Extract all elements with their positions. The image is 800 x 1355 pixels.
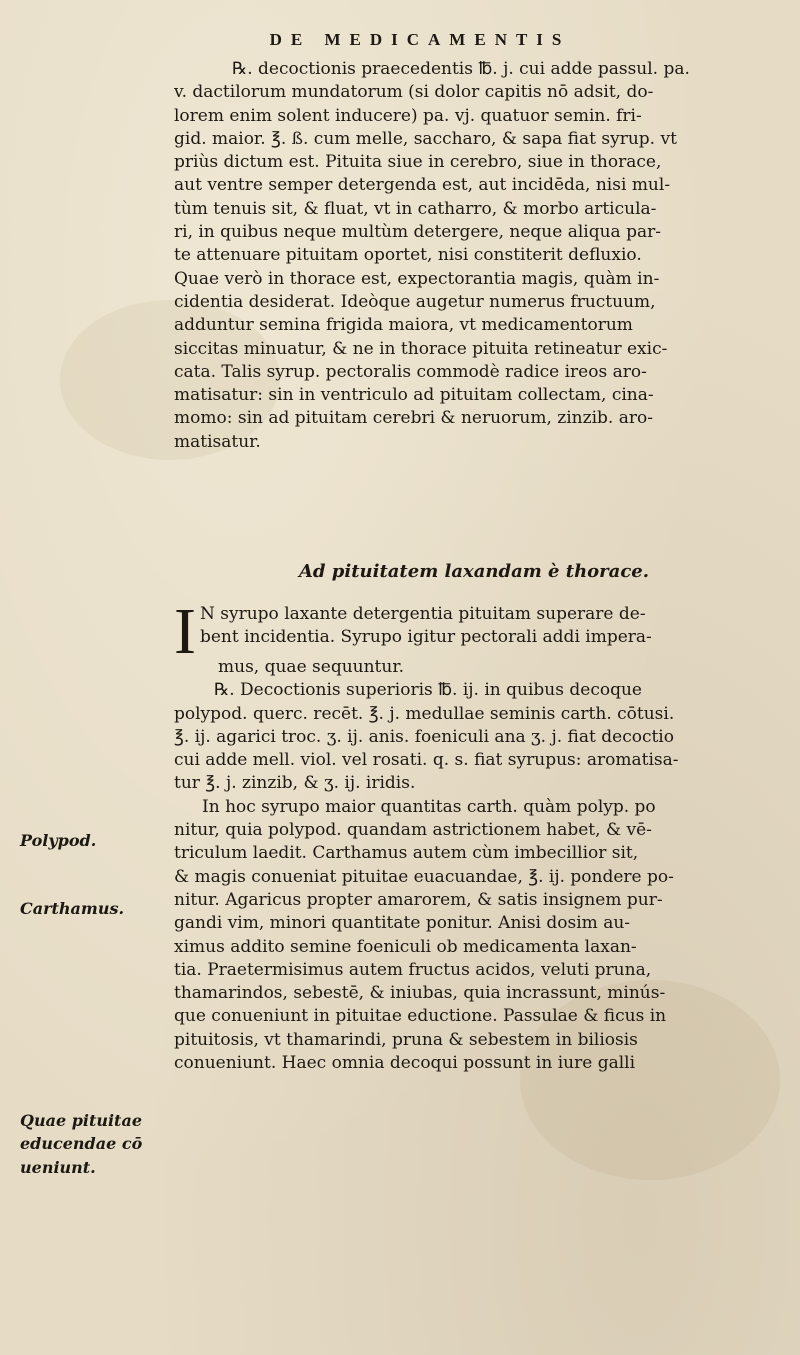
text-line: cidentia desiderat. Ideòque augetur numerus fructuum,	[174, 291, 656, 312]
text-line: tia. Praetermisimus autem fructus acidos, veluti pruna,	[174, 959, 652, 980]
text-line: momo: sin ad pituitam cerebri & neruorum, zinzib. aro-	[174, 408, 653, 429]
text-line: In hoc syrupo maior quantitas carth. quàm polyp. po	[202, 796, 656, 817]
text-line: matisatur: sin in ventriculo ad pituitam collectam, cina-	[174, 385, 654, 406]
margin-note-line: educendae cō	[20, 1134, 143, 1154]
text-line: bent incidentia. Syrupo igitur pectorali addi impera-	[199, 627, 652, 648]
margin-note-carthamus: Carthamus.	[20, 899, 125, 918]
text-line: & magis conueniat pituitae euacuandae, ℥. ij. pondere po-	[174, 866, 674, 887]
text-line: mus, quae sequuntur.	[218, 657, 404, 677]
text-line: que conueniunt in pituitae eductione. Passulae & ficus in	[174, 1006, 667, 1027]
text-line: conueniunt. Haec omnia decoqui possunt in iure galli	[174, 1053, 636, 1074]
text-line: priùs dictum est. Pituita siue in cerebro, siue in thorace,	[174, 152, 662, 173]
text-line: ℞. Decoctionis superioris ℔. ij. in quibus decoque	[214, 680, 642, 701]
text-line: pituitosis, vt thamarindi, pruna & sebestem in biliosis	[174, 1029, 638, 1050]
text-line: ℞. decoctionis praecedentis ℔. j. cui adde passul. pa.	[232, 59, 690, 79]
text-line: ximus addito semine foeniculi ob medicamenta laxan-	[174, 936, 637, 957]
text-line: gandi vim, minori quantitate ponitur. Anisi dosim au-	[174, 913, 631, 934]
text-line: cata. Talis syrup. pectoralis commodè radice ireos aro-	[174, 361, 647, 382]
text-line: tur ℥. j. zinzib, & ʒ. ij. iridis.	[174, 773, 416, 794]
text-line: ℥. ij. agarici troc. ʒ. ij. anis. foeniculi ana ʒ. j. fiat decoctio	[174, 726, 674, 747]
paragraph-decoction	[174, 58, 774, 454]
section-heading: Ad pituitatem laxandam è thorace.	[298, 561, 650, 582]
text-line: adduntur semina frigida maiora, vt medicamentorum	[174, 315, 633, 336]
paragraph-syrup-recipe	[174, 656, 774, 1075]
text-line: nitur. Agaricus propter amarorem, & satis insignem pur-	[174, 889, 663, 910]
text-line: nitur, quia polypod. quandam astrictionem habet, & vē-	[174, 820, 652, 841]
text-line: te attenuare pituitam oportet, nisi constiterit defluxio.	[174, 245, 642, 266]
text-line: tùm tenuis sit, & fluat, vt in catharro, & morbo articula-	[174, 198, 657, 219]
text-line: aut ventre semper detergenda est, aut incidēda, nisi mul-	[174, 175, 671, 196]
text-line: matisatur.	[174, 431, 261, 452]
text-line: ri, in quibus neque multùm detergere, neque aliqua par-	[174, 222, 661, 243]
text-line: gid. maior. ℥. ß. cum melle, saccharo, & sapa fiat syrup. vt	[174, 128, 677, 149]
text-line: cui adde mell. viol. vel rosati. q. s. fiat syrupus: aromatisa-	[174, 750, 679, 771]
text-line: polypod. querc. recēt. ℥. j. medullae seminis carth. cōtusi.	[174, 703, 675, 724]
drop-cap-letter: I	[174, 595, 196, 668]
text-line: v. dactilorum mundatorum (si dolor capitis nō adsit, do-	[174, 82, 654, 103]
running-header: DE MEDICAMENTIS	[269, 30, 571, 49]
margin-note-line: ueniunt.	[20, 1157, 96, 1177]
text-line: triculum laedit. Carthamus autem cùm imbecillior sit,	[174, 843, 639, 864]
text-line: N syrupo laxante detergentia pituitam superare de-	[199, 604, 646, 624]
text-line: siccitas minuatur, & ne in thorace pituita retineatur exic-	[174, 338, 668, 359]
text-line: thamarindos, sebestē, & iniubas, quia incrassunt, minús-	[174, 983, 666, 1004]
margin-note-polypod: Polypod.	[20, 831, 97, 850]
text-line: lorem enim solent inducere) pa. vj. quatuor semin. fri-	[174, 105, 642, 126]
margin-note-quae-pituitae	[20, 1109, 170, 1179]
text-line: Quae verò in thorace est, expectorantia magis, quàm in-	[174, 268, 660, 289]
margin-note-line: Quae pituitae	[20, 1111, 142, 1130]
